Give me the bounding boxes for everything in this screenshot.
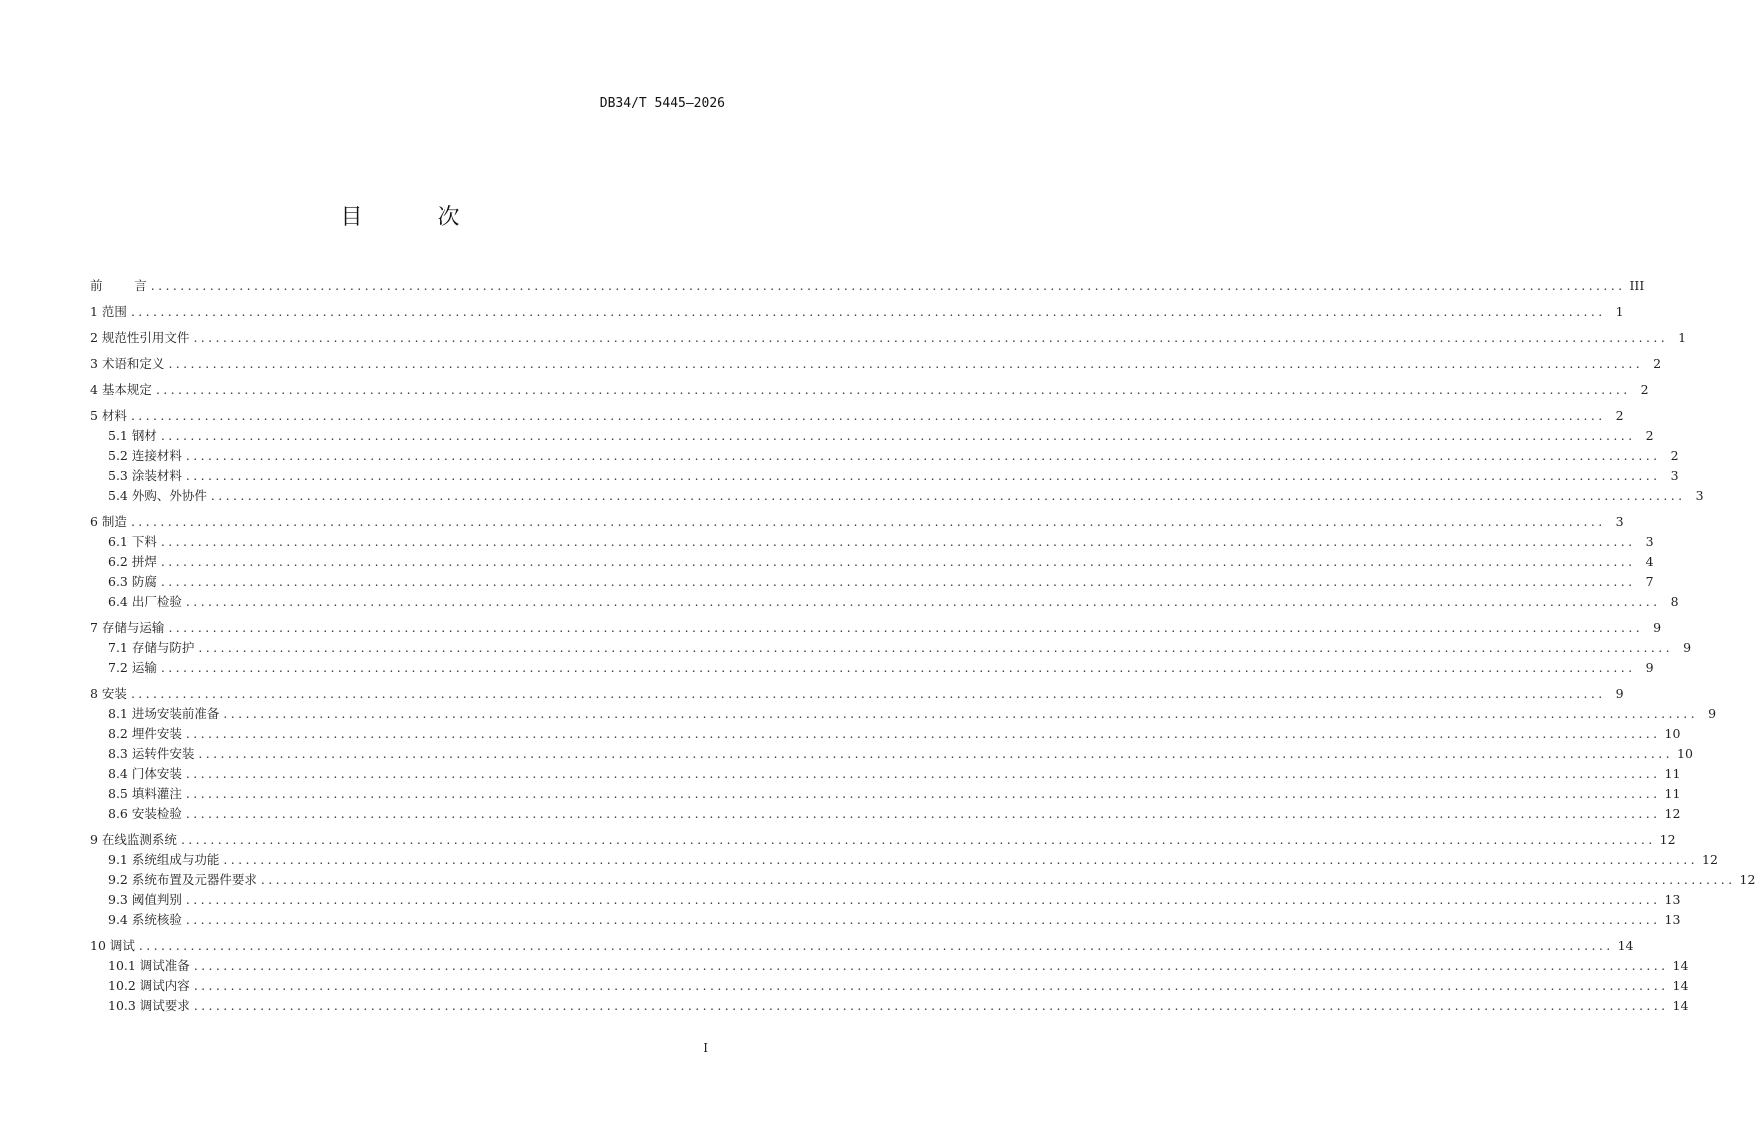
- toc-entry-label: 6.1 下料: [108, 534, 157, 549]
- toc-entry-page: 1: [1678, 330, 1687, 345]
- dot-leader: ........................................................................................................................................................................................................: [260, 872, 1736, 887]
- toc-entry-label: 8.5 填料灌注: [108, 786, 182, 801]
- dot-leader: ........................................................................................................................................................................................................: [185, 468, 1661, 483]
- dot-leader: ........................................................................................................................................................................................................: [198, 746, 1674, 761]
- dot-leader: ........................................................................................................................................................................................................: [185, 726, 1661, 741]
- dot-leader: ........................................................................................................................................................................................................: [168, 356, 1644, 371]
- toc-entry-page: 1: [1615, 304, 1624, 319]
- toc-entry-label: 1 范围: [90, 304, 127, 319]
- toc-entry[interactable]: [90, 572, 1654, 592]
- toc-entry-page: 12: [1702, 852, 1718, 867]
- toc-entry[interactable]: [90, 704, 1717, 724]
- dot-leader: ........................................................................................................................................................................................................: [193, 998, 1669, 1013]
- toc-entry-label: 8.2 埋件安装: [108, 726, 182, 741]
- dot-leader: ........................................................................................................................................................................................................: [160, 428, 1636, 443]
- toc-entry-page: 3: [1645, 534, 1654, 549]
- toc-entry-label: 8.4 门体安装: [108, 766, 182, 781]
- toc-entry-page: 3: [1670, 468, 1679, 483]
- toc-entry-page: 13: [1664, 892, 1681, 907]
- toc-entry-page: 7: [1645, 574, 1654, 589]
- dot-leader: ........................................................................................................................................................................................................: [185, 912, 1661, 927]
- toc-entry-page: 2: [1670, 448, 1679, 463]
- toc-entry-label: 9 在线监测系统: [90, 832, 177, 847]
- toc-entry-label: 10.2 调试内容: [108, 978, 190, 993]
- toc-entry[interactable]: [90, 512, 1624, 532]
- toc-entry-label: 8 安装: [90, 686, 127, 701]
- toc-entry-label: 3 术语和定义: [90, 356, 165, 371]
- toc-entry-page: 11: [1664, 766, 1681, 781]
- toc-entry-label: 6.3 防腐: [108, 574, 157, 589]
- toc-entry-page: 9: [1683, 640, 1692, 655]
- toc-entry[interactable]: [90, 328, 1687, 348]
- toc-entry-label: 10 调试: [90, 938, 135, 953]
- toc-entry[interactable]: [90, 850, 1718, 870]
- toc-entry-label: 4 基本规定: [90, 382, 152, 397]
- toc-entry-page: 9: [1653, 620, 1662, 635]
- toc-entry-page: 12: [1659, 832, 1676, 847]
- toc-entry-label: 7.1 存储与防护: [108, 640, 195, 655]
- toc-entry-label: 9.4 系统核验: [108, 912, 182, 927]
- toc-entry-label: 7.2 运输: [108, 660, 157, 675]
- toc-entry-label: 5.2 连接材料: [108, 448, 182, 463]
- table-of-contents: [90, 276, 1755, 1016]
- toc-entry-label: 8.3 运转件安装: [108, 746, 195, 761]
- dot-leader: ........................................................................................................................................................................................................: [180, 832, 1656, 847]
- toc-entry[interactable]: [90, 302, 1624, 322]
- dot-leader: ........................................................................................................................................................................................................: [130, 408, 1606, 423]
- toc-entry-page: 3: [1615, 514, 1624, 529]
- dot-leader: ........................................................................................................................................................................................................: [160, 554, 1636, 569]
- toc-entry-label: 9.2 系统布置及元器件要求: [108, 872, 257, 887]
- toc-entry[interactable]: [90, 406, 1624, 426]
- toc-entry-page: 4: [1645, 554, 1654, 569]
- toc-entry[interactable]: [90, 804, 1681, 824]
- toc-entry-label: 5.1 钢材: [108, 428, 157, 443]
- toc-entry[interactable]: [90, 446, 1679, 466]
- toc-entry[interactable]: [90, 380, 1649, 400]
- dot-leader: ........................................................................................................................................................................................................: [168, 620, 1644, 635]
- toc-entry[interactable]: [90, 638, 1692, 658]
- toc-entry[interactable]: [90, 976, 1689, 996]
- toc-entry-page: 13: [1664, 912, 1681, 927]
- toc-entry[interactable]: [90, 684, 1624, 704]
- toc-entry[interactable]: [90, 956, 1689, 976]
- toc-entry-label: 9.3 阈值判别: [108, 892, 182, 907]
- toc-entry-label: 10.3 调试要求: [108, 998, 190, 1013]
- toc-entry-label: 8.1 进场安装前准备: [108, 706, 220, 721]
- toc-entry-page: 2: [1645, 428, 1654, 443]
- toc-entry[interactable]: [90, 354, 1662, 374]
- toc-title: 目 次: [340, 205, 494, 230]
- dot-leader: ........................................................................................................................................................................................................: [185, 594, 1661, 609]
- toc-entry[interactable]: [90, 592, 1679, 612]
- toc-entry-label: 前 言: [90, 278, 147, 293]
- toc-entry-page: 9: [1615, 686, 1624, 701]
- toc-entry-label: 6 制造: [90, 514, 127, 529]
- dot-leader: ........................................................................................................................................................................................................: [155, 382, 1631, 397]
- toc-entry-label: 10.1 调试准备: [108, 958, 190, 973]
- page-number: I: [703, 1041, 708, 1055]
- toc-entry-label: 9.1 系统组成与功能: [108, 852, 220, 867]
- dot-leader: ........................................................................................................................................................................................................: [193, 958, 1669, 973]
- toc-entry[interactable]: [90, 830, 1676, 850]
- toc-entry-label: 2 规范性引用文件: [90, 330, 190, 345]
- toc-entry-page: 14: [1617, 938, 1634, 953]
- toc-entry[interactable]: [90, 890, 1681, 910]
- toc-entry[interactable]: [90, 426, 1654, 446]
- toc-entry[interactable]: [90, 276, 1645, 296]
- dot-leader: ........................................................................................................................................................................................................: [130, 686, 1606, 701]
- toc-entry-page: 9: [1708, 706, 1717, 721]
- dot-leader: ........................................................................................................................................................................................................: [185, 766, 1661, 781]
- dot-leader: ........................................................................................................................................................................................................: [185, 892, 1661, 907]
- dot-leader: ........................................................................................................................................................................................................: [130, 514, 1606, 529]
- dot-leader: ........................................................................................................................................................................................................: [138, 938, 1614, 953]
- dot-leader: ........................................................................................................................................................................................................: [160, 534, 1636, 549]
- toc-entry-page: 10: [1664, 726, 1681, 741]
- dot-leader: ........................................................................................................................................................................................................: [223, 706, 1699, 721]
- toc-entry-page: 12: [1739, 872, 1755, 887]
- dot-leader: ........................................................................................................................................................................................................: [198, 640, 1674, 655]
- toc-entry-page: 14: [1672, 978, 1689, 993]
- toc-entry-page: 9: [1645, 660, 1654, 675]
- toc-entry[interactable]: [90, 936, 1634, 956]
- toc-entry-page: 12: [1664, 806, 1681, 821]
- dot-leader: ........................................................................................................................................................................................................: [130, 304, 1606, 319]
- toc-entry[interactable]: [90, 552, 1654, 572]
- dot-leader: ........................................................................................................................................................................................................: [185, 448, 1661, 463]
- dot-leader: ........................................................................................................................................................................................................: [150, 278, 1626, 293]
- toc-entry[interactable]: [90, 532, 1654, 552]
- toc-entry[interactable]: [90, 744, 1693, 764]
- dot-leader: ........................................................................................................................................................................................................: [160, 660, 1636, 675]
- toc-entry-page: 2: [1640, 382, 1649, 397]
- toc-entry-label: 6.4 出厂检验: [108, 594, 182, 609]
- toc-entry[interactable]: [90, 784, 1681, 804]
- toc-entry-page: 2: [1615, 408, 1624, 423]
- toc-entry[interactable]: [90, 870, 1755, 890]
- toc-entry[interactable]: [90, 724, 1681, 744]
- toc-entry[interactable]: [90, 618, 1662, 638]
- dot-leader: ........................................................................................................................................................................................................: [210, 488, 1686, 503]
- toc-entry[interactable]: [90, 996, 1689, 1016]
- toc-entry[interactable]: [90, 466, 1679, 486]
- toc-entry-page: 3: [1695, 488, 1704, 503]
- toc-entry[interactable]: [90, 658, 1654, 678]
- toc-entry-label: 5 材料: [90, 408, 127, 423]
- toc-entry-label: 8.6 安装检验: [108, 806, 182, 821]
- toc-entry-label: 6.2 拼焊: [108, 554, 157, 569]
- toc-entry-label: 5.3 涂装材料: [108, 468, 182, 483]
- dot-leader: ........................................................................................................................................................................................................: [193, 330, 1669, 345]
- document-code: DB34/T 5445—2026: [599, 96, 725, 111]
- toc-entry[interactable]: [90, 764, 1681, 784]
- toc-entry-label: 7 存储与运输: [90, 620, 165, 635]
- toc-entry[interactable]: [90, 486, 1704, 506]
- toc-entry-label: 5.4 外购、外协件: [108, 488, 207, 503]
- dot-leader: ........................................................................................................................................................................................................: [185, 786, 1661, 801]
- toc-entry-page: 14: [1672, 958, 1689, 973]
- toc-entry[interactable]: [90, 910, 1681, 930]
- toc-entry-page: III: [1629, 278, 1645, 293]
- toc-entry-page: 11: [1664, 786, 1681, 801]
- dot-leader: ........................................................................................................................................................................................................: [223, 852, 1699, 867]
- toc-entry-page: 14: [1672, 998, 1689, 1013]
- toc-entry-page: 8: [1670, 594, 1679, 609]
- dot-leader: ........................................................................................................................................................................................................: [185, 806, 1661, 821]
- toc-entry-page: 10: [1677, 746, 1693, 761]
- dot-leader: ........................................................................................................................................................................................................: [160, 574, 1636, 589]
- toc-entry-page: 2: [1653, 356, 1662, 371]
- dot-leader: ........................................................................................................................................................................................................: [193, 978, 1669, 993]
